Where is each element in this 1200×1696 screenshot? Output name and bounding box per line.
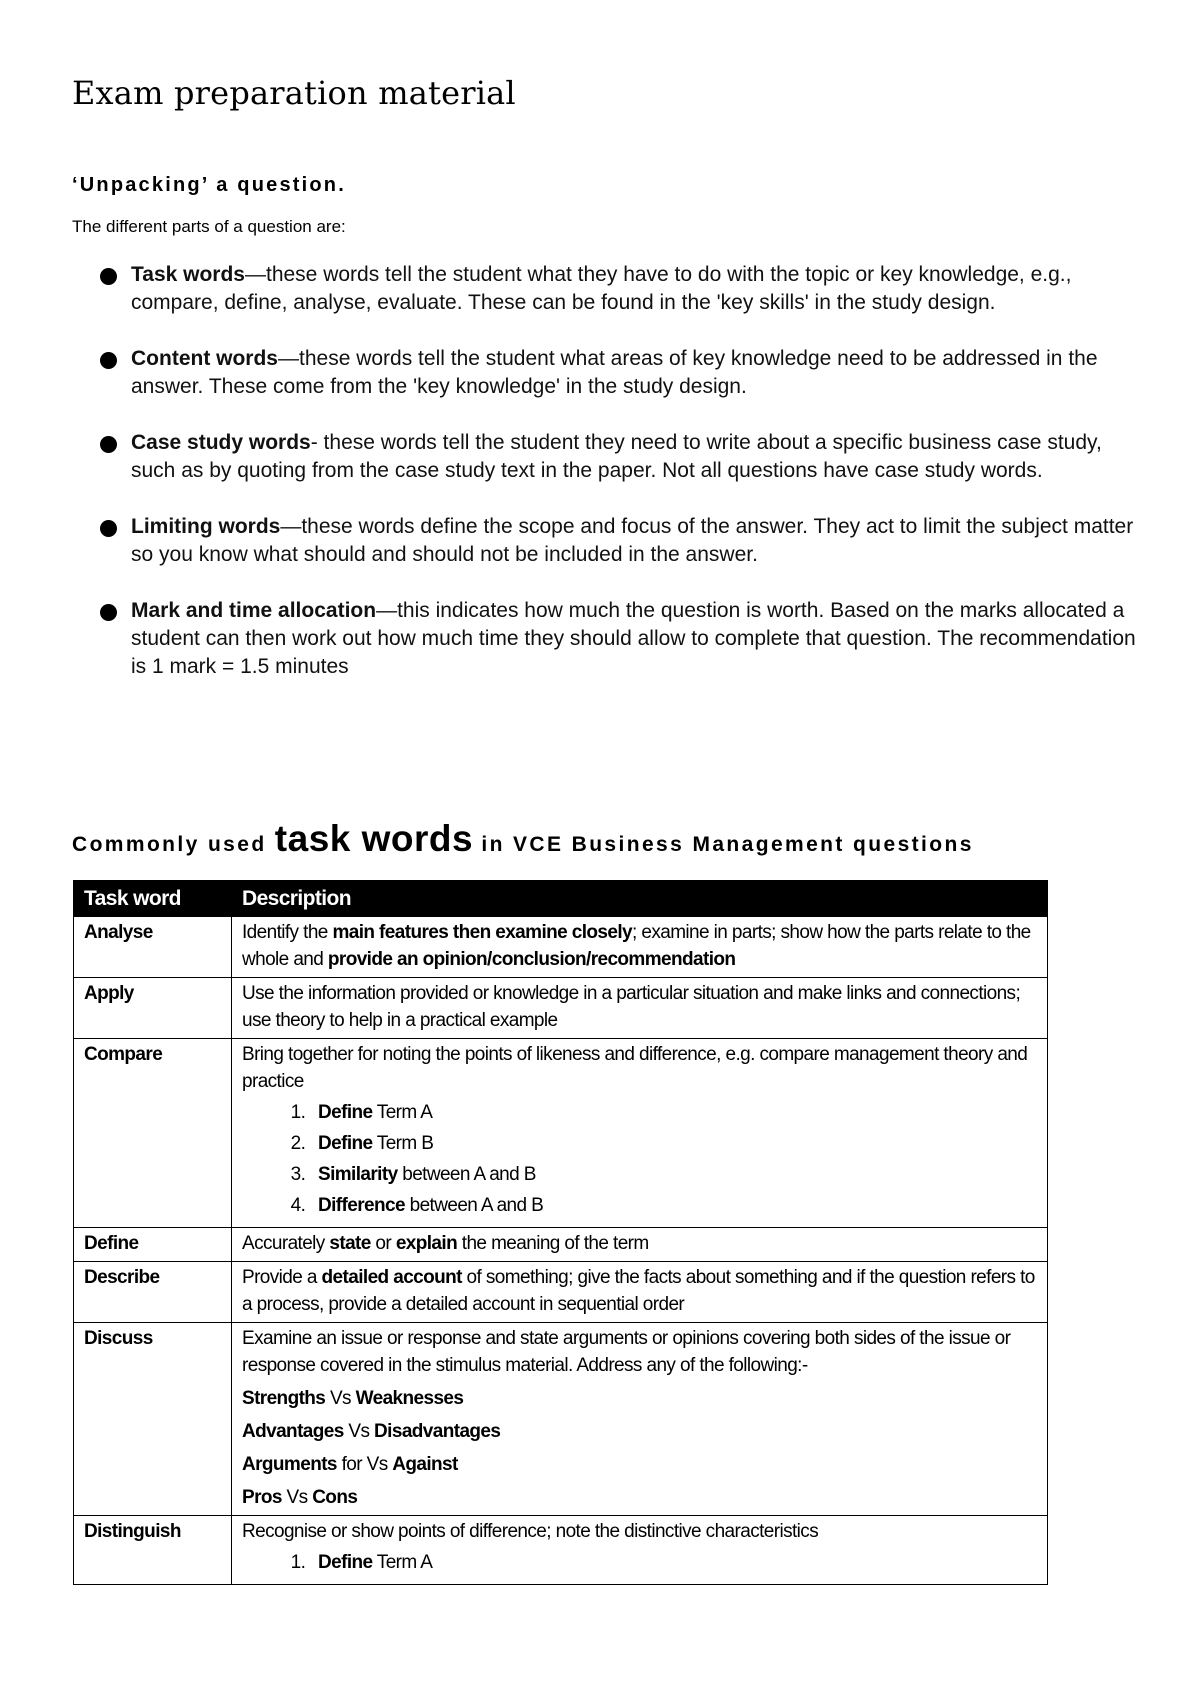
desc-text: the meaning of the term xyxy=(457,1233,649,1254)
table-heading-emphasis: task words xyxy=(274,818,474,859)
desc-text: or xyxy=(370,1233,396,1254)
bullet-lead: Case study words xyxy=(131,431,311,454)
bullet-text: —this indicates how much the question is worth. Based on the marks allocated a student can then work out how much time they should allow to complete that question. The recommendation is 1 mark = 1.5 minutes xyxy=(131,599,1136,678)
pair-term-b: Disadvantages xyxy=(374,1421,501,1442)
description-cell xyxy=(232,917,1048,978)
document-title: Exam preparation material xyxy=(72,74,516,112)
table-row xyxy=(74,1262,1048,1323)
description-cell: Use the information provided or knowledge in a particular situation and make links and connections; use theory to help in a practical example xyxy=(232,978,1048,1039)
desc-text: Examine an issue or response and state arguments or opinions covering both sides of the issue or response covered in the stimulus material. Address any of the following:- xyxy=(242,1328,1011,1376)
step-text: between A and B xyxy=(404,1195,544,1216)
step-text: Term B xyxy=(372,1133,434,1154)
bullet-lead: Content words xyxy=(131,347,278,370)
step-text: Term A xyxy=(372,1102,433,1123)
intro-text: The different parts of a question are: xyxy=(72,217,346,236)
pair-vs: Vs xyxy=(281,1487,313,1508)
steps-list xyxy=(242,1549,1037,1576)
desc-bold: explain xyxy=(395,1233,458,1254)
bullet-lead: Mark and time allocation xyxy=(131,599,377,622)
table-row xyxy=(74,978,1048,1039)
comparison-pair xyxy=(242,1484,1037,1511)
step-text: Term A xyxy=(372,1552,433,1573)
pair-vs: Vs xyxy=(343,1421,375,1442)
pair-term-b: Against xyxy=(392,1454,458,1475)
list-item xyxy=(310,1192,1037,1219)
bullet-text: - these words tell the student they need to write about a specific business case study, such as by quoting from the case study text in the paper. Not all questions have case study words. xyxy=(131,431,1102,482)
table-heading-pre: Commonly used xyxy=(72,833,275,856)
step-bold: Define xyxy=(318,1102,373,1123)
bullet-icon xyxy=(100,352,117,369)
desc-bold: main features then examine closely xyxy=(332,922,633,943)
list-item xyxy=(100,597,1140,681)
step-bold: Define xyxy=(318,1552,373,1573)
list-item xyxy=(100,345,1140,401)
bullet-icon xyxy=(100,268,117,285)
pair-term-a: Arguments xyxy=(242,1454,337,1475)
bullet-lead: Limiting words xyxy=(131,515,281,538)
term-cell: Discuss xyxy=(74,1323,232,1516)
comparison-pair xyxy=(242,1451,1037,1478)
desc-bold: provide an opinion/conclusion/recommendation xyxy=(327,949,736,970)
description-cell xyxy=(232,1262,1048,1323)
bullet-icon xyxy=(100,436,117,453)
term-cell: Analyse xyxy=(74,917,232,978)
bullet-text: —these words tell the student what areas of key knowledge need to be addressed in the answer. These come from the 'key knowledge' in the study design. xyxy=(131,347,1098,398)
desc-bold: detailed account xyxy=(321,1267,462,1288)
description-cell xyxy=(232,1323,1048,1516)
list-item xyxy=(310,1549,1037,1576)
desc-text: of something; give the facts about something and if the question refers to a process, provide a detailed account in sequential order xyxy=(242,1267,1035,1315)
description-cell xyxy=(232,1228,1048,1262)
table-heading xyxy=(72,818,974,860)
question-parts-list xyxy=(100,261,1140,709)
term-cell: Define xyxy=(74,1228,232,1262)
list-item xyxy=(100,513,1140,569)
table-row xyxy=(74,1228,1048,1262)
pair-term-b: Cons xyxy=(312,1487,358,1508)
list-item xyxy=(310,1161,1037,1188)
pair-term-a: Advantages xyxy=(242,1421,344,1442)
desc-text: ; examine in parts; show how the parts relate to the whole and xyxy=(242,922,1031,970)
column-header-task-word: Task word xyxy=(74,881,232,917)
desc-bold: state xyxy=(329,1233,371,1254)
step-text: between A and B xyxy=(397,1164,536,1185)
term-cell: Describe xyxy=(74,1262,232,1323)
term-cell: Distinguish xyxy=(74,1516,232,1585)
description-cell xyxy=(232,1516,1048,1585)
desc-text: Bring together for noting the points of likeness and difference, e.g. compare management theory and practice xyxy=(242,1044,1028,1092)
bullet-text: —these words define the scope and focus of the answer. They act to limit the subject matter so you know what should and should not be included in the answer. xyxy=(131,515,1134,566)
bullet-icon xyxy=(100,520,117,537)
comparison-pair xyxy=(242,1385,1037,1412)
column-header-description: Description xyxy=(232,881,1048,917)
table-heading-post: in VCE Business Management questions xyxy=(473,833,974,856)
step-bold: Similarity xyxy=(318,1164,398,1185)
desc-text: Provide a xyxy=(242,1267,322,1288)
task-words-table xyxy=(73,880,1048,1585)
list-item xyxy=(100,429,1140,485)
bullet-icon xyxy=(100,604,117,621)
list-item xyxy=(310,1130,1037,1157)
bullet-text: —these words tell the student what they have to do with the topic or key knowledge, e.g., compare, define, analyse, evaluate. These can be found in the 'key skills' in the study design. xyxy=(131,263,1072,314)
description-cell xyxy=(232,1039,1048,1228)
list-item xyxy=(310,1099,1037,1126)
table-header-row xyxy=(74,881,1048,917)
pair-vs: Vs xyxy=(325,1388,356,1409)
section-heading: ‘Unpacking’ a question. xyxy=(72,174,346,196)
pair-term-a: Pros xyxy=(242,1487,282,1508)
desc-text: Accurately xyxy=(242,1233,330,1254)
bullet-lead: Task words xyxy=(131,263,245,286)
step-bold: Define xyxy=(318,1133,373,1154)
pair-term-b: Weaknesses xyxy=(355,1388,464,1409)
comparison-pair xyxy=(242,1418,1037,1445)
list-item xyxy=(100,261,1140,317)
pair-vs: for Vs xyxy=(336,1454,393,1475)
term-cell: Apply xyxy=(74,978,232,1039)
step-bold: Difference xyxy=(318,1195,405,1216)
table-row xyxy=(74,917,1048,978)
table-row xyxy=(74,1516,1048,1585)
pair-term-a: Strengths xyxy=(242,1388,326,1409)
term-cell: Compare xyxy=(74,1039,232,1228)
steps-list xyxy=(242,1099,1037,1219)
desc-text: Identify the xyxy=(242,922,333,943)
table-row xyxy=(74,1039,1048,1228)
table-row xyxy=(74,1323,1048,1516)
desc-text: Recognise or show points of difference; note the distinctive characteristics xyxy=(242,1521,819,1542)
